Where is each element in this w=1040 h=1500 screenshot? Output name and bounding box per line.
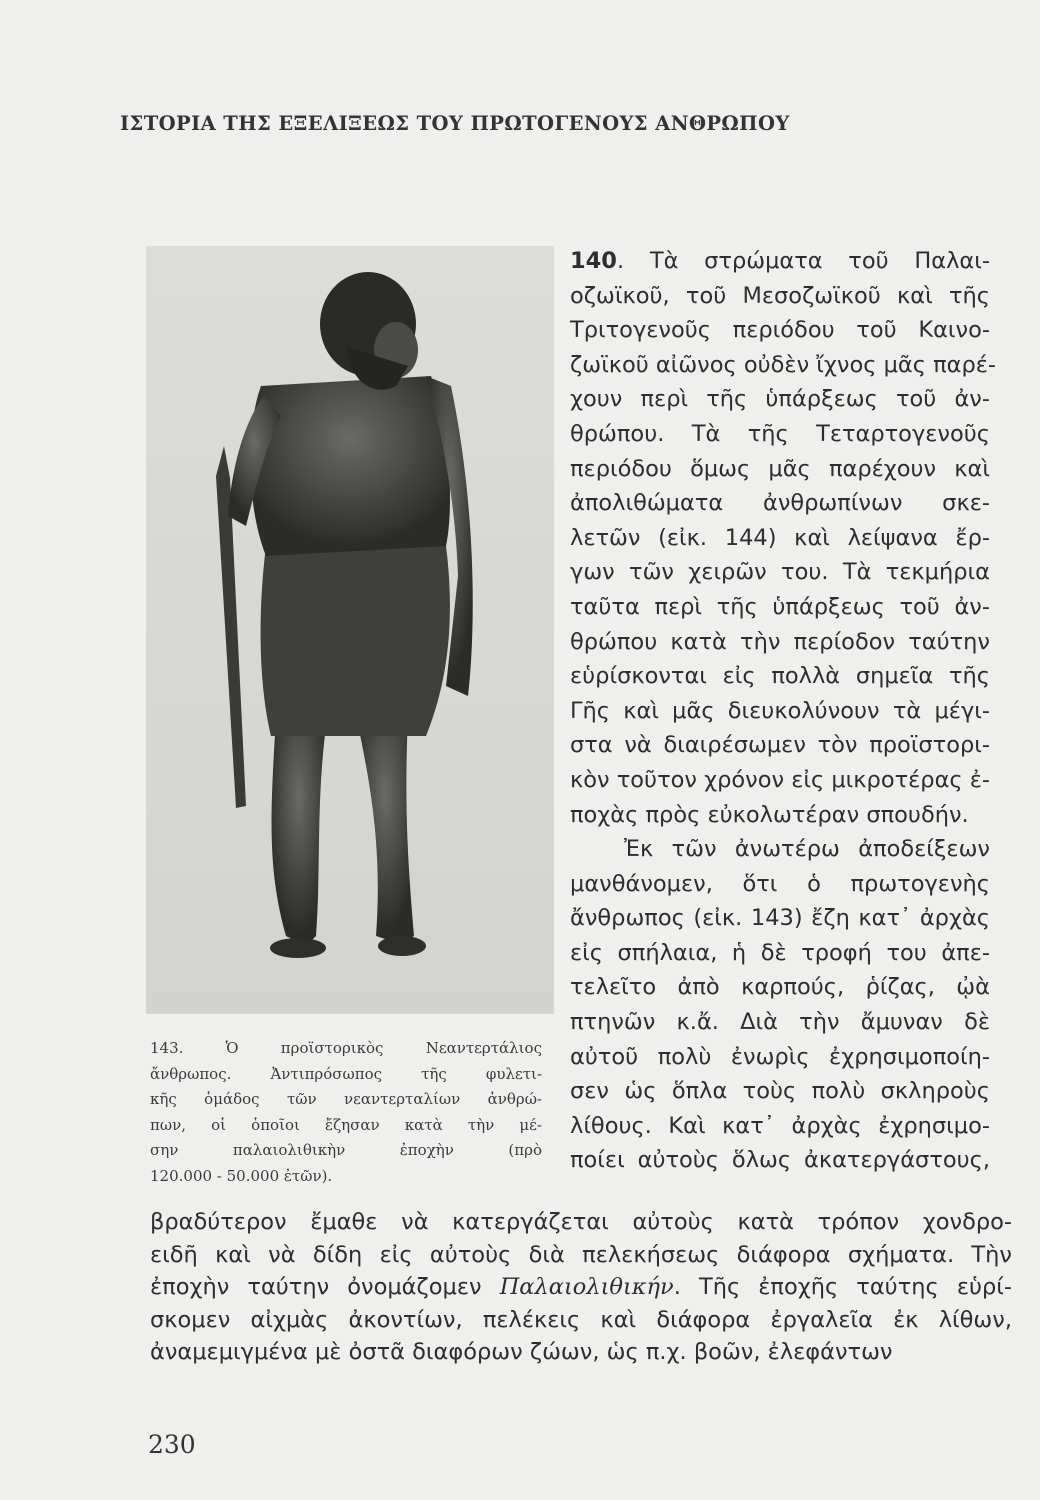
column-line: μανθάνομεν, ὅτι ὁ πρωτογενὴς [570, 870, 990, 897]
body-line: βραδύτερον ἔμαθε νὰ κατεργάζεται αὐτοὺς κατὰ τρόπον χονδρο- [150, 1209, 1012, 1235]
page-number: 230 [148, 1430, 196, 1459]
column-line: τελεῖτο ἀπὸ καρπούς, ῥίζας, ᾠὰ [570, 974, 990, 1001]
running-header: ΙΣΤΟΡΙΑ ΤΗΣ ΕΞΕΛΙΞΕΩΣ ΤΟΥ ΠΡΩΤΟΓΕΝΟΥΣ ΑΝΘΡΩΠΟΥ [120, 112, 790, 135]
column-line: λίθους. Καὶ κατ᾽ ἀρχὰς ἐχρησιμο- [570, 1112, 990, 1139]
column-line: πτηνῶν κ.ἄ. Διὰ τὴν ἄμυναν δὲ [570, 1009, 990, 1036]
column-line: γων τῶν χειρῶν του. Τὰ τεκμήρια [570, 559, 990, 586]
column-line: χουν περὶ τῆς ὑπάρξεως τοῦ ἀν- [570, 386, 990, 413]
right-column-text: 140. Τὰ στρώματα τοῦ Παλαι- οζωϊκοῦ, τοῦ Μεσοζωϊκοῦ καὶ τῆς Τριτογενοῦς περιόδου τοῦ Καινο- ζωϊκοῦ αἰῶνος οὐδὲν ἴχνος μᾶς παρέ- χουν περὶ τῆς ὑπάρξεως τοῦ ἀν- θρώπου. Τὰ τῆς Τεταρτογενοῦς περιόδου ὅμως μᾶς παρέχουν καὶ ἀπολιθώματα ἀνθρωπίνων σκε- λετῶν (εἰκ. 144) καὶ λείψανα ἔρ- γων τῶν χειρῶν του. Τὰ τεκμήρια ταῦτα περὶ τῆς ὑπάρξεως τοῦ ἀν- θρώπου κατὰ τὴν περίοδον ταύτην εὑρίσκονται εἰς πολλὰ σημεῖα τῆς Γῆς καὶ μᾶς διευκολύνουν τὰ μέγι- στα νὰ διαιρέσωμεν τὸν προϊστορι- κὸν τοῦτον χρόνον εἰς μικροτέρας ἐ- ποχὰς πρὸς εὐκολωτέραν σπουδήν. Ἐκ τῶν ἀνωτέρω ἀποδείξεων μανθάνομεν, ὅτι ὁ πρωτογενὴς ἄνθρωπος (εἰκ. 143) ἔζη κατ᾽ ἀρχὰς εἰς σπήλαια, ἡ δὲ τροφή του ἀπε- τελεῖτο ἀπὸ καρπούς, ῥίζας, ᾠὰ πτηνῶν κ.ἄ. Διὰ τὴν ἄμυναν δὲ αὐτοῦ πολὺ ἐνωρὶς ἐχρησιμοποίη- σεν ὡς ὅπλα τοὺς πολὺ σκληροὺς λίθους. Καὶ κατ᾽ ἀρχὰς ἐχρησιμο- ποίει αὐτοὺς ὅλως ἀκατεργάστους, [570, 244, 990, 1178]
column-line: ἀπολιθώματα ἀνθρωπίνων σκε- [570, 490, 990, 517]
italic-term: Παλαιολιθικήν [499, 1274, 674, 1300]
caption-line: ἄνθρωπος. Ἀντιπρόσωπος τῆς φυλετι- [150, 1064, 542, 1083]
caption-line: 143. Ὁ προϊστορικὸς Νεαντερτάλιος [150, 1039, 542, 1057]
column-line: θρώπου κατὰ τὴν περίοδον ταύτην [570, 628, 990, 655]
body-text: ἐποχὴν ταύτην ὀνομάζομεν [150, 1274, 482, 1300]
column-line: ταῦτα περὶ τῆς ὑπάρξεως τοῦ ἀν- [570, 593, 990, 620]
body-text: . Τῆς ἐποχῆς ταύτης εὑρί- [673, 1274, 1013, 1300]
body-line: σκομεν αἰχμὰς ἀκοντίων, πελέκεις καὶ διάφορα ἐργαλεῖα ἐκ λίθων, [150, 1306, 1012, 1333]
column-line: λετῶν (εἰκ. 144) καὶ λείψανα ἔρ- [570, 524, 990, 551]
body-line: ἀναμεμιγμένα μὲ ὀστᾶ διαφόρων ζώων, ὡς π.χ. βοῶν, ἐλεφάντων [150, 1339, 893, 1365]
column-line: ζωϊκοῦ αἰῶνος οὐδὲν ἴχνος μᾶς παρέ- [570, 351, 997, 378]
column-line: εἰς σπήλαια, ἡ δὲ τροφή του ἀπε- [570, 939, 990, 966]
caption-line: 120.000 - 50.000 ἐτῶν). [150, 1166, 333, 1185]
figure-caption [150, 1036, 542, 1189]
column-line: ποίει αὐτοὺς ὅλως ἀκατεργάστους, [570, 1147, 990, 1174]
column-line: Ἐκ τῶν ἀνωτέρω ἀποδείξεων [624, 836, 990, 863]
full-width-text [150, 1206, 1012, 1369]
column-line: ἄνθρωπος (εἰκ. 143) ἔζη κατ᾽ ἀρχὰς [570, 905, 990, 932]
column-line: οζωϊκοῦ, τοῦ Μεσοζωϊκοῦ καὶ τῆς [570, 282, 990, 309]
neanderthal-illustration [146, 246, 554, 1014]
body-line: ειδῆ καὶ νὰ δίδη εἰς αὐτοὺς διὰ πελεκήσεως διάφορα σχήματα. Τὴν [150, 1241, 1012, 1268]
column-line: ποχὰς πρὸς εὐκολωτέραν σπουδήν. [570, 801, 969, 828]
caption-line: σην παλαιολιθικὴν ἐποχὴν (πρὸ [150, 1141, 542, 1159]
column-line: αὐτοῦ πολὺ ἐνωρὶς ἐχρησιμοποίη- [570, 1043, 990, 1070]
column-line: θρώπου. Τὰ τῆς Τεταρτογενοῦς [570, 420, 990, 447]
column-line: Τὰ στρώματα τοῦ Παλαι- [649, 248, 990, 274]
column-line: εὑρίσκονται εἰς πολλὰ σημεῖα τῆς [570, 663, 990, 690]
caption-line: κῆς ὁμάδος τῶν νεαντερταλίων ἀνθρώ- [150, 1090, 542, 1108]
body-line [150, 1271, 1012, 1304]
column-line: κὸν τοῦτον χρόνον εἰς μικροτέρας ἐ- [570, 766, 991, 793]
column-line: σεν ὡς ὅπλα τοὺς πολὺ σκληροὺς [570, 1078, 990, 1105]
caption-line: πων, οἱ ὁποῖοι ἔζησαν κατὰ τὴν μέ- [150, 1115, 542, 1134]
section-number: 140 [570, 248, 617, 274]
column-line: στα νὰ διαιρέσωμεν τὸν προϊστορι- [570, 732, 990, 759]
column-line: περιόδου ὅμως μᾶς παρέχουν καὶ [570, 455, 990, 482]
column-line: Γῆς καὶ μᾶς διευκολύνουν τὰ μέγι- [570, 697, 990, 724]
column-line: Τριτογενοῦς περιόδου τοῦ Καινο- [570, 317, 990, 344]
neanderthal-figure [146, 246, 554, 1014]
